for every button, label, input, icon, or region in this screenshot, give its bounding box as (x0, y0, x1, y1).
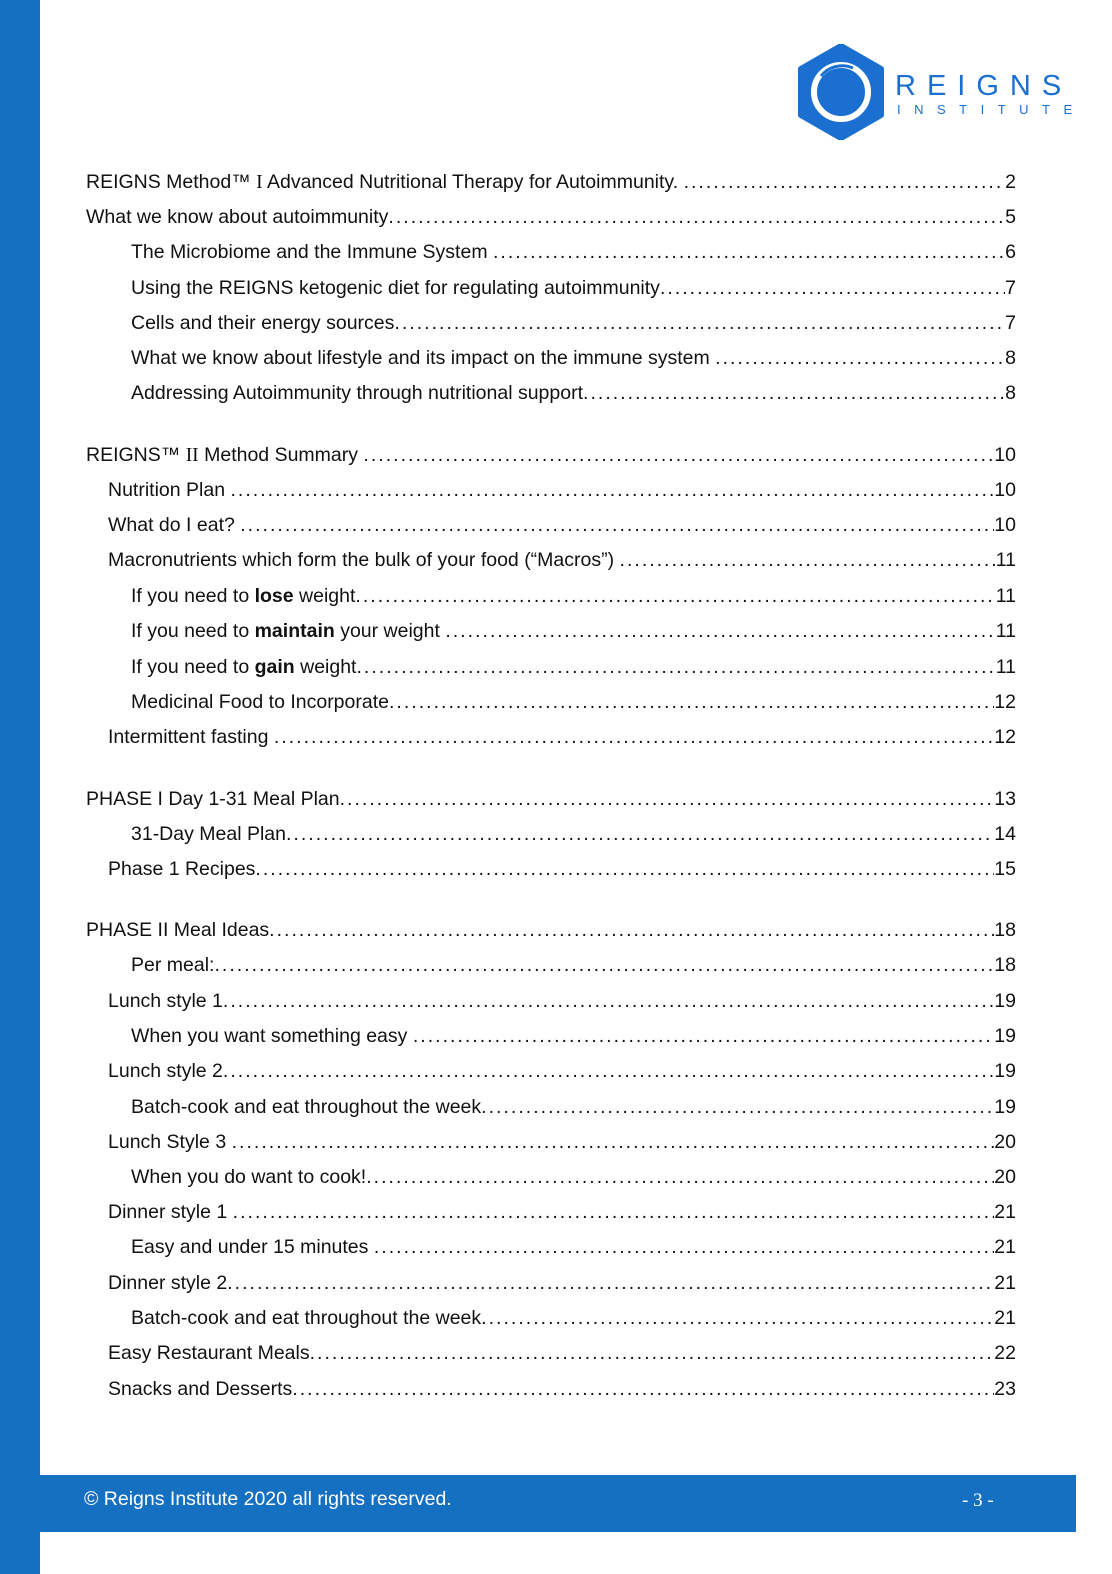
toc-entry[interactable] (86, 274, 1016, 302)
toc-page-number: 11 (995, 549, 1016, 571)
toc-bold-word: maintain (254, 620, 335, 642)
toc-entry-label: When you do want to cook! (131, 1166, 367, 1188)
toc-dot-leader (620, 546, 996, 574)
toc-roman-numeral: II (185, 445, 199, 466)
toc-dot-leader (292, 1375, 994, 1403)
toc-entry[interactable] (86, 1163, 1016, 1191)
toc-entry[interactable] (86, 546, 1016, 574)
toc-label-part: Advanced Nutritional Therapy for Autoimmunity. (262, 171, 684, 193)
footer-bar (40, 1475, 1076, 1532)
toc-entry-label: What we know about autoimmunity (86, 206, 389, 228)
toc-entry[interactable] (86, 1093, 1016, 1121)
toc-entry-label (86, 441, 363, 470)
toc-entry[interactable] (86, 1198, 1016, 1226)
toc-entry[interactable] (86, 238, 1016, 266)
hexagon-logo-icon (795, 44, 887, 140)
toc-page-number: 8 (1005, 382, 1016, 404)
toc-dot-leader (223, 1057, 994, 1085)
toc-dot-leader (230, 476, 994, 504)
toc-label-part: your weight (334, 620, 446, 642)
toc-entry[interactable] (86, 951, 1016, 979)
toc-entry-label (131, 617, 445, 645)
toc-entry-label: Per meal: (131, 954, 215, 976)
toc-page-number: 18 (994, 954, 1016, 976)
toc-entry-label: When you want something easy (131, 1025, 413, 1047)
toc-entry[interactable] (86, 1057, 1016, 1085)
toc-entry-label: Using the REIGNS ketogenic diet for regulating autoimmunity (131, 277, 660, 299)
toc-entry-label: Easy Restaurant Meals (108, 1342, 310, 1364)
toc-page-number: 11 (995, 585, 1016, 607)
toc-page-number: 13 (994, 788, 1016, 810)
toc-entry[interactable] (86, 1233, 1016, 1261)
toc-entry[interactable] (86, 441, 1016, 469)
toc-page-number: 10 (994, 514, 1016, 536)
toc-entry[interactable] (86, 344, 1016, 372)
toc-entry-label: Phase 1 Recipes (108, 858, 256, 880)
toc-entry[interactable] (86, 309, 1016, 337)
toc-entry-label: Lunch Style 3 (108, 1131, 232, 1153)
toc-entry-label: Lunch style 2 (108, 1060, 223, 1082)
toc-dot-leader (583, 379, 1005, 407)
toc-entry-label: Batch-cook and eat throughout the week (131, 1096, 482, 1118)
toc-label-part: If you need to (131, 656, 255, 678)
toc-page-number: 12 (994, 691, 1016, 713)
toc-page-number: 20 (994, 1131, 1016, 1153)
toc-dot-leader (715, 344, 1005, 372)
toc-entry-label: Easy and under 15 minutes (131, 1236, 374, 1258)
toc-page-number: 21 (994, 1272, 1016, 1294)
toc-entry[interactable] (86, 688, 1016, 716)
toc-label-part: weight (294, 656, 357, 678)
toc-page-number: 22 (994, 1342, 1016, 1364)
toc-dot-leader (233, 1198, 995, 1226)
toc-entry-label: The Microbiome and the Immune System (131, 241, 493, 263)
toc-page-number: 11 (995, 656, 1016, 678)
toc-bold-word: gain (254, 656, 295, 678)
toc-label-part: weight (293, 585, 356, 607)
toc-page-number: 6 (1005, 241, 1016, 263)
toc-page-number: 19 (994, 990, 1016, 1012)
toc-dot-leader (413, 1022, 994, 1050)
toc-dot-leader (389, 688, 994, 716)
toc-dot-leader (240, 511, 994, 539)
page-number: - 3 - (962, 1490, 994, 1511)
toc-entry-label: Cells and their energy sources (131, 312, 395, 334)
toc-dot-leader (363, 441, 994, 469)
copyright-text: © Reigns Institute 2020 all rights reserved. (84, 1488, 452, 1510)
toc-entry-label (86, 168, 684, 197)
toc-label-part: REIGNS™ (86, 444, 186, 466)
toc-dot-leader (493, 238, 1005, 266)
toc-entry[interactable] (86, 916, 1016, 944)
toc-entry[interactable] (86, 1339, 1016, 1367)
toc-dot-leader (394, 309, 1005, 337)
toc-page-number: 10 (994, 444, 1016, 466)
toc-page-number: 20 (994, 1166, 1016, 1188)
toc-entry[interactable] (86, 1128, 1016, 1156)
toc-dot-leader (366, 1163, 994, 1191)
toc-entry-label: Intermittent fasting (108, 726, 274, 748)
logo-title: REIGNS (895, 70, 1073, 102)
toc-entry[interactable] (86, 723, 1016, 751)
toc-label-part: REIGNS Method™ (86, 171, 257, 193)
toc-dot-leader (481, 1093, 994, 1121)
toc-dot-leader (269, 916, 994, 944)
toc-entry-label: Macronutrients which form the bulk of your food (“Macros”) (108, 549, 620, 571)
toc-dot-leader (374, 1233, 994, 1261)
toc-dot-leader (214, 951, 994, 979)
toc-entry-label: Nutrition Plan (108, 479, 231, 501)
logo-subtitle: INSTITUTE (897, 102, 1086, 117)
toc-entry-label: Medicinal Food to Incorporate (131, 691, 389, 713)
left-accent-bar (0, 0, 40, 1574)
toc-entry-label: What do I eat? (108, 514, 241, 536)
toc-entry[interactable] (86, 653, 1016, 681)
toc-dot-leader (232, 1128, 995, 1156)
toc-page-number: 18 (994, 919, 1016, 941)
toc-page-number: 8 (1005, 347, 1016, 369)
toc-page-number: 21 (994, 1201, 1016, 1223)
reigns-institute-logo (795, 44, 1085, 144)
toc-dot-leader (274, 723, 994, 751)
toc-page-number: 12 (994, 726, 1016, 748)
toc-dot-leader (445, 617, 995, 645)
toc-page-number: 5 (1005, 206, 1016, 228)
toc-entry-label: Addressing Autoimmunity through nutritional support (131, 382, 584, 404)
toc-entry[interactable] (86, 476, 1016, 504)
toc-label-part: If you need to (131, 620, 255, 642)
toc-page-number: 10 (994, 479, 1016, 501)
toc-dot-leader (660, 274, 1005, 302)
toc-label-part: Method Summary (198, 444, 364, 466)
toc-page-number: 23 (994, 1378, 1016, 1400)
toc-page-number: 14 (994, 823, 1016, 845)
toc-dot-leader (684, 168, 1006, 196)
toc-page-number: 21 (994, 1236, 1016, 1258)
toc-page-number: 19 (994, 1025, 1016, 1047)
toc-entry[interactable] (86, 820, 1016, 848)
toc-dot-leader (310, 1339, 995, 1367)
toc-entry[interactable] (86, 617, 1016, 645)
toc-dot-leader (286, 820, 994, 848)
toc-label-part: If you need to (131, 585, 255, 607)
toc-page-number: 7 (1005, 312, 1016, 334)
toc-dot-leader (356, 653, 995, 681)
toc-entry[interactable] (86, 379, 1016, 407)
toc-entry-label: PHASE I Day 1-31 Meal Plan (86, 788, 340, 810)
toc-page-number: 15 (994, 858, 1016, 880)
toc-entry[interactable] (86, 582, 1016, 610)
toc-entry-label: 31-Day Meal Plan (131, 823, 286, 845)
toc-dot-leader (481, 1304, 994, 1332)
toc-page-number: 11 (995, 620, 1016, 642)
toc-page-number: 19 (994, 1096, 1016, 1118)
toc-entry-label: Lunch style 1 (108, 990, 223, 1012)
toc-entry-label: PHASE II Meal Ideas (86, 919, 270, 941)
toc-entry[interactable] (86, 511, 1016, 539)
toc-page-number: 7 (1005, 277, 1016, 299)
toc-bold-word: lose (254, 585, 294, 607)
toc-dot-leader (355, 582, 995, 610)
toc-entry[interactable] (86, 855, 1016, 883)
toc-entry[interactable] (86, 987, 1016, 1015)
toc-entry-label (131, 582, 355, 610)
toc-page-number: 19 (994, 1060, 1016, 1082)
toc-entry[interactable] (86, 168, 1016, 196)
toc-entry[interactable] (86, 203, 1016, 231)
toc-roman-numeral: I (256, 172, 263, 193)
toc-entry-label: Batch-cook and eat throughout the week (131, 1307, 482, 1329)
toc-dot-leader (227, 1269, 994, 1297)
toc-dot-leader (388, 203, 1005, 231)
toc-entry-label: Snacks and Desserts (108, 1378, 293, 1400)
toc-dot-leader (255, 855, 994, 883)
toc-dot-leader (223, 987, 994, 1015)
toc-entry[interactable] (86, 1304, 1016, 1332)
toc-entry-label: What we know about lifestyle and its impact on the immune system (131, 347, 716, 369)
toc-page-number: 2 (1005, 171, 1016, 193)
toc-entry-label: Dinner style 1 (108, 1201, 233, 1223)
toc-page-number: 21 (994, 1307, 1016, 1329)
toc-entry-label (131, 653, 356, 681)
toc-entry[interactable] (86, 1022, 1016, 1050)
toc-entry[interactable] (86, 1269, 1016, 1297)
toc-entry-label: Dinner style 2 (108, 1272, 228, 1294)
toc-entry[interactable] (86, 785, 1016, 813)
toc-dot-leader (340, 785, 995, 813)
toc-entry[interactable] (86, 1375, 1016, 1403)
